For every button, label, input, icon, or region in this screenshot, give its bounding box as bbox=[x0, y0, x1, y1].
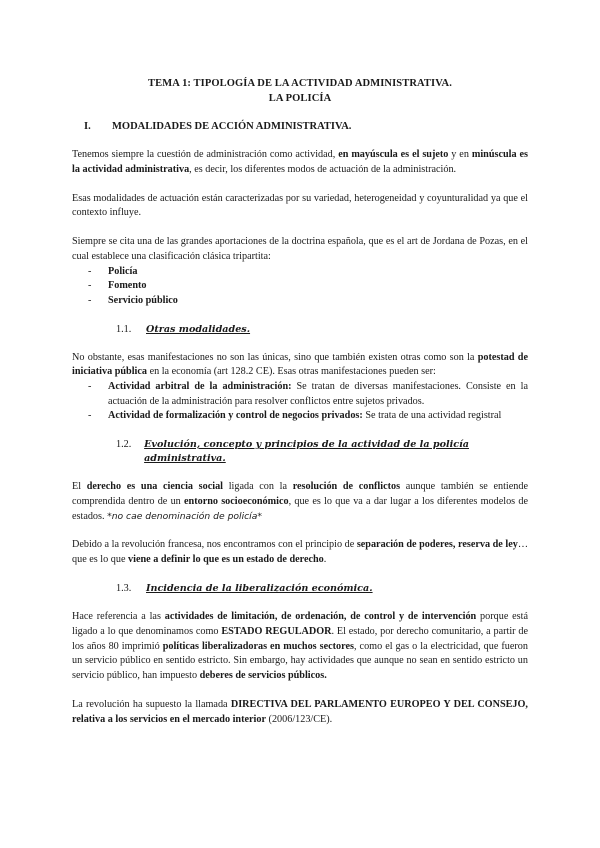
subsection-title: Incidencia de la liberalización económica. bbox=[146, 582, 373, 594]
list-dash: - bbox=[88, 410, 92, 422]
paragraph-5 bbox=[72, 480, 528, 524]
text-run: . bbox=[323, 554, 327, 566]
text-run: aunque también se entiende comprendida dentro de un bbox=[72, 480, 528, 507]
bold-run: derecho es una ciencia social bbox=[86, 480, 224, 492]
text-run: Se tratan de diversas manifestaciones. Consiste en la actuación de la administración para resolver conflictos entre sujetos privados. bbox=[108, 381, 528, 407]
bold-run: resolución de conflictos bbox=[292, 480, 401, 492]
subsection-title: Evolución, concepto y principios de la actividad de la policía administrativa. bbox=[144, 438, 469, 464]
bold-run: políticas liberalizadoras en muchos sectores bbox=[162, 640, 354, 652]
text-run: . El estado, por derecho comunitario, a partir de los años 80 imprimió bbox=[72, 625, 528, 652]
bold-run: Actividad arbitral de la administración: bbox=[108, 381, 292, 393]
text-run: Debido a la revolución francesa, nos encontramos con el principio de bbox=[72, 539, 357, 551]
paragraph-3: Siempre se cita una de las grandes aportaciones de la doctrina española, que es el art de Jordana de Pozas, en el cual establece una clasificación clásica tripartita: bbox=[72, 236, 528, 262]
paragraph-1 bbox=[72, 148, 528, 178]
list-dash: - bbox=[88, 294, 92, 306]
subsection-title: Otras modalidades. bbox=[146, 323, 251, 335]
text-run: , que es lo que va a dar lugar a los diferentes modelos de estados. bbox=[72, 495, 528, 522]
text-run: en la economía (art 128.2 CE). Esas otras manifestaciones pueden ser: bbox=[147, 366, 436, 378]
bold-run: separación de poderes, reserva de ley bbox=[356, 539, 518, 551]
section-number: I. bbox=[84, 121, 91, 132]
list-label: Fomento bbox=[108, 280, 147, 292]
bold-run: DIRECTIVA DEL PARLAMENTO EUROPEO Y DEL CONSEJO, relativa a los servicios en el mercado interior bbox=[72, 698, 528, 725]
modalities-list bbox=[88, 380, 528, 424]
section-heading bbox=[72, 120, 528, 134]
list-item bbox=[88, 380, 528, 409]
text-run: No obstante, esas manifestaciones no son las únicas, sino que también existen otras como son la bbox=[72, 351, 478, 363]
text-run: (2006/123/CE). bbox=[266, 713, 333, 725]
bold-run: minúscula es la actividad administrativa bbox=[72, 149, 528, 175]
list-label: Servicio público bbox=[108, 294, 178, 306]
list-item bbox=[88, 409, 528, 424]
bold-run: potestad de iniciativa pública bbox=[72, 351, 528, 378]
text-run: … que es lo que bbox=[72, 539, 528, 566]
text-run: Se trata de una actividad registral bbox=[362, 410, 502, 422]
document-title bbox=[72, 76, 528, 106]
title-line-1: TEMA 1: TIPOLOGÍA DE LA ACTIVIDAD ADMINISTRATIVA. bbox=[148, 78, 452, 89]
section-title: MODALIDADES DE ACCIÓN ADMINISTRATIVA. bbox=[112, 121, 352, 132]
paragraph-4 bbox=[72, 351, 528, 381]
list-label: Policía bbox=[108, 265, 138, 277]
bold-run: ESTADO REGULADOR bbox=[221, 625, 332, 637]
bold-run: Actividad de formalización y control de negocios privados: bbox=[108, 410, 363, 422]
text-run: ligada con la bbox=[223, 480, 293, 492]
paragraph-7 bbox=[72, 610, 528, 684]
italic-note: *no cae denominación de policía* bbox=[107, 510, 262, 522]
bold-run: actividades de limitación, de ordenación, de control y de intervención bbox=[164, 610, 477, 622]
text-run: El bbox=[72, 480, 87, 492]
paragraph-6 bbox=[72, 538, 528, 568]
list-item bbox=[88, 279, 528, 294]
text-run: , es decir, los diferentes modos de actuación de la administración. bbox=[189, 163, 457, 175]
bold-run: entorno socioeconómico bbox=[184, 495, 289, 507]
list-dash: - bbox=[88, 265, 92, 277]
paragraph-2: Esas modalidades de actuación están caracterizadas por su variedad, heterogeneidad y coyunturalidad ya que el contexto influye. bbox=[72, 192, 528, 219]
bold-run: deberes de servicios públicos. bbox=[199, 670, 327, 682]
text-run: Hace referencia a las bbox=[72, 610, 165, 622]
text-run: y en bbox=[448, 149, 472, 160]
text-run: porque está ligado a lo que denominamos como bbox=[72, 610, 528, 637]
list-item bbox=[88, 265, 528, 280]
list-dash: - bbox=[88, 381, 92, 393]
subsection-number: 1.2. bbox=[116, 438, 132, 450]
bold-run: viene a definir lo que es un estado de derecho bbox=[128, 554, 324, 566]
subsection-number: 1.3. bbox=[116, 582, 132, 594]
title-line-2: LA POLICÍA bbox=[268, 93, 332, 104]
list-item bbox=[88, 294, 528, 309]
subsection-heading-1-3 bbox=[116, 582, 528, 596]
paragraph-8 bbox=[72, 698, 528, 728]
text-run: , como el gas o la electricidad, que fueron un servicio público en sentido estricto. Sin embargo, hay actividades que aunque no sean en sentido estricto un servicio público, han impuesto bbox=[72, 640, 528, 682]
list-dash: - bbox=[88, 280, 92, 292]
text-run: La revolución ha supuesto la llamada bbox=[72, 698, 231, 710]
text-run: Tenemos siempre la cuestión de administración como actividad, bbox=[72, 149, 339, 160]
classification-list bbox=[88, 265, 528, 309]
bold-run: en mayúscula es el sujeto bbox=[338, 149, 449, 160]
subsection-heading-1-2 bbox=[116, 438, 528, 466]
subsection-heading-1-1 bbox=[116, 323, 528, 337]
subsection-number: 1.1. bbox=[116, 323, 132, 335]
